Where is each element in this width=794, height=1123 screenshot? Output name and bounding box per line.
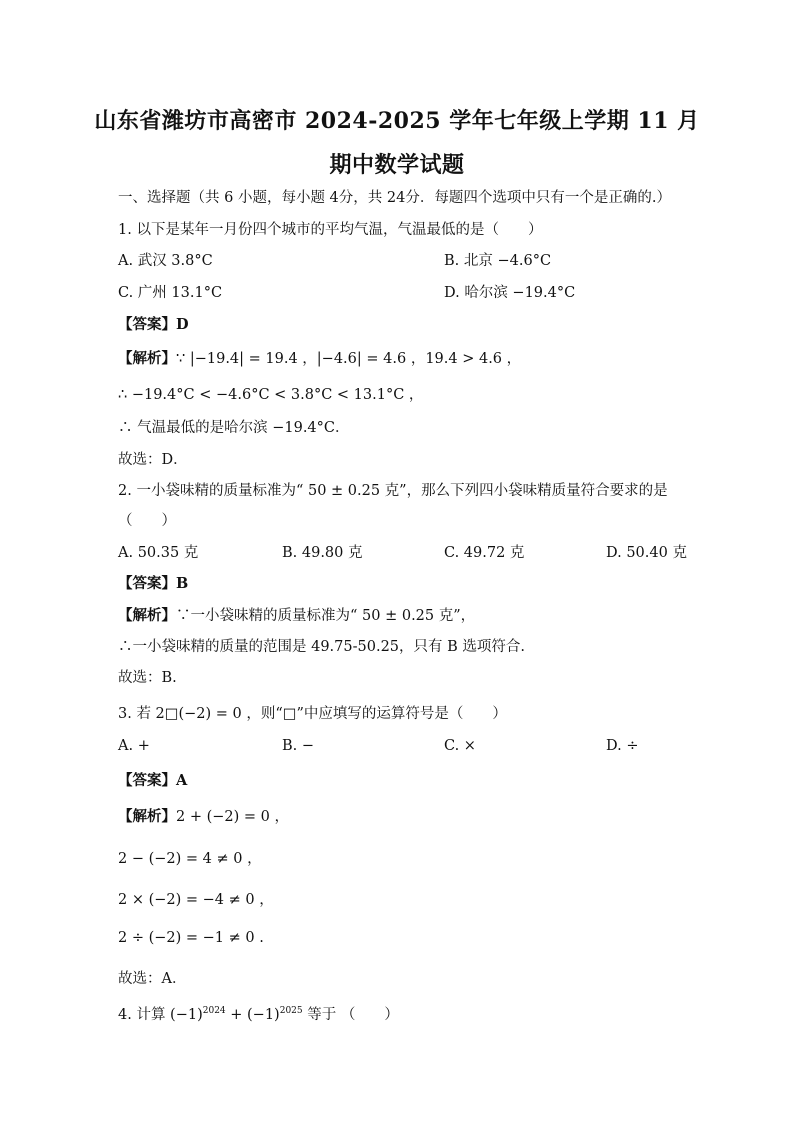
q3-option-b: B. −	[282, 738, 315, 754]
q1-conclusion: 故选：D．	[118, 452, 188, 468]
q2-stem-cont: （ ）	[118, 513, 176, 529]
q3-conclusion: 故选：A．	[118, 971, 187, 987]
q3-option-d: D. ÷	[606, 738, 639, 754]
q2-analysis-text-1: ∵一小袋味精的质量标准为“ 50 ± 0.25 克”，	[176, 608, 476, 624]
q1-option-c: C. 广州 13.1°C	[118, 285, 223, 301]
q3-analysis-1	[118, 805, 289, 826]
q3-analysis-2: 2 − (−2) = 4 ≠ 0 ，	[118, 851, 262, 867]
q1-option-d: D. 哈尔滨 −19.4°C	[444, 285, 576, 301]
document-title-line1: 山东省潍坊市高密市 2024-2025 学年七年级上学期 11 月	[94, 108, 700, 134]
q2-conclusion: 故选：B.	[118, 670, 177, 686]
q1-option-a: A. 武汉 3.8°C	[118, 253, 213, 269]
q3-analysis-text-1: 2 + (−2) = 0 ，	[176, 809, 289, 825]
q2-option-c: C. 49.72 克	[444, 545, 525, 561]
q2-analysis-label: 【解析】	[118, 607, 176, 624]
q3-analysis-label: 【解析】	[118, 808, 176, 825]
q1-analysis-label: 【解析】	[118, 350, 176, 367]
q2-stem: 2. 一小袋味精的质量标准为“ 50 ± 0.25 克”，那么下列四小袋味精质量符合要求的是	[118, 483, 668, 499]
q4-stem-suffix: 等于 （ ）	[302, 1007, 399, 1023]
q1-analysis-3: ∴ 气温最低的是哈尔滨 −19.4°C．	[118, 420, 350, 436]
q1-analysis-2: ∴ −19.4°C < −4.6°C < 3.8°C < 13.1°C ，	[118, 387, 424, 403]
q3-option-a: A. +	[118, 738, 150, 754]
q1-analysis-1	[118, 347, 521, 368]
q4-stem-prefix: 4. 计算 (−1)	[118, 1007, 203, 1023]
q2-option-d: D. 50.40 克	[606, 545, 687, 561]
q2-option-b: B. 49.80 克	[282, 545, 363, 561]
q3-analysis-3: 2 × (−2) = −4 ≠ 0 ，	[118, 892, 274, 908]
q2-analysis-1	[118, 604, 475, 625]
section-heading: 一、选择题（共 6 小题，每小题 4分，共 24分．每题四个选项中只有一个是正确的.）	[118, 190, 671, 206]
q2-answer: 【答案】B	[118, 575, 189, 592]
document-title-line2: 期中数学试题	[329, 152, 465, 178]
q4-exponent-1: 2024	[202, 1006, 226, 1017]
q2-option-a: A. 50.35 克	[118, 545, 199, 561]
q1-analysis-text-1: ∵ |−19.4| = 19.4 ，|−4.6| = 4.6 ，19.4 > 4.6 ，	[176, 351, 522, 367]
q3-option-c: C. ×	[444, 738, 476, 754]
q4-stem-mid: + (−1)	[225, 1007, 280, 1023]
q1-stem: 1. 以下是某年一月份四个城市的平均气温，气温最低的是（ ）	[118, 222, 543, 238]
q4-exponent-2: 2025	[279, 1006, 303, 1017]
q3-stem: 3. 若 2□(−2) = 0 ，则“□”中应填写的运算符号是（ ）	[118, 706, 507, 722]
q3-answer: 【答案】A	[118, 772, 188, 789]
q4-stem	[118, 1003, 399, 1024]
q3-analysis-4: 2 ÷ (−2) = −1 ≠ 0 .	[118, 930, 264, 946]
q1-option-b: B. 北京 −4.6°C	[444, 253, 552, 269]
q1-answer: 【答案】D	[118, 316, 189, 333]
q2-analysis-2: ∴一小袋味精的质量的范围是 49.75-50.25，只有 B 选项符合.	[118, 639, 526, 655]
